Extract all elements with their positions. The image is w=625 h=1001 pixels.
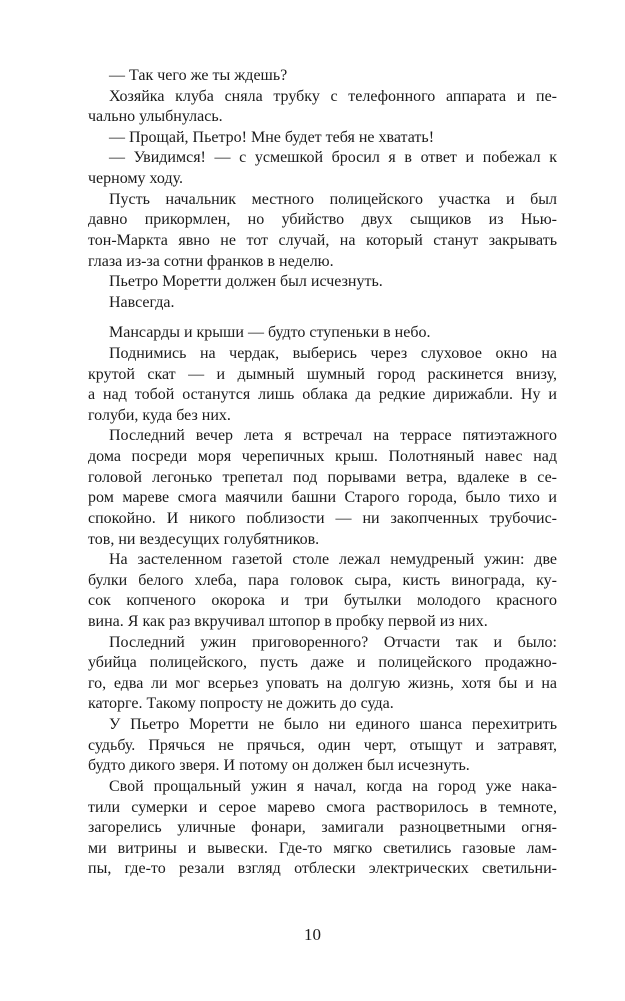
text-line: загорелись уличные фонари, замигали разноцветными огня- [88, 819, 557, 836]
text-line: головой легонько трепетал под порывами ветра, вдалеке в се- [88, 469, 557, 486]
text-line: а над тобой останутся лишь облака да редкие дирижабли. Ну и [88, 386, 557, 403]
text-line: У Пьетро Моретти не было ни единого шанса перехитрить [109, 716, 557, 733]
text-line: булки белого хлеба, пара головок сыра, кисть винограда, ку- [88, 572, 557, 589]
text-line: вина. Я как раз вкручивал штопор в пробку первой из них. [88, 613, 488, 630]
text-line: судьбу. Прячься не прячься, один черт, отыщут и затравят, [88, 737, 557, 754]
text-line: глаза из-за сотни франков в неделю. [88, 253, 334, 270]
text-line: будто дикого зверя. И потому он должен был исчезнуть. [88, 757, 470, 774]
text-line: ми витрины и вывески. Где-то мягко светились газовые лам- [88, 840, 557, 857]
text-line: ром мареве смога маячили башни Старого города, было тихо и [88, 489, 557, 506]
text-line: крутой скат — и дымный шумный город раскинется внизу, [88, 366, 557, 383]
text-line: Поднимись на чердак, выберись через слуховое окно на [109, 345, 557, 362]
text-line: го, едва ли мог всерьез уповать на долгую жизнь, хотя бы и на [88, 675, 557, 692]
text-line: тон-Маркта явно не тот случай, на который станут закрывать [88, 232, 557, 249]
text-line: чально улыбнулась. [88, 108, 223, 125]
text-line: Хозяйка клуба сняла трубку с телефонного аппарата и пе- [109, 88, 557, 105]
text-line: Навсегда. [109, 294, 175, 311]
text-line: каторге. Такому попросту не дожить до суда. [88, 695, 394, 712]
text-line: дома посреди моря черепичных крыш. Полотняный навес над [88, 448, 557, 465]
text-line: спокойно. И никого поблизости — ни закопченных трубочис- [88, 510, 557, 527]
text-line: голуби, куда без них. [88, 407, 231, 424]
text-line: сок копченого окорока и три бутылки молодого красного [88, 592, 557, 609]
text-line: тов, ни вездесущих голубятников. [88, 531, 320, 548]
text-line: На застеленном газетой столе лежал немудреный ужин: две [109, 551, 557, 568]
text-line: убийца полицейского, пусть даже и полицейского продажно- [88, 654, 557, 671]
text-line: Пьетро Моретти должен был исчезнуть. [109, 273, 383, 290]
text-line: черному ходу. [88, 170, 183, 187]
text-line: — Увидимся! — с усмешкой бросил я в ответ и побежал к [109, 149, 557, 166]
page-number: 10 [304, 925, 321, 944]
text-line: пы, где-то резали взгляд отблески электрических светильни- [88, 860, 557, 877]
text-line: давно прикормлен, но убийство двух сыщиков из Нью- [88, 211, 557, 228]
text-line: Последний ужин приговоренного? Отчасти так и было: [109, 634, 557, 651]
text-line: тили сумерки и серое марево смога растворилось в темноте, [88, 799, 557, 816]
text-line: Пусть начальник местного полицейского участка и был [109, 191, 557, 208]
text-line: Свой прощальный ужин я начал, когда на город уже нака- [109, 778, 557, 795]
text-line: Последний вечер лета я встречал на террасе пятиэтажного [109, 427, 557, 444]
text-line: Мансарды и крыши — будто ступеньки в небо. [109, 324, 431, 341]
text-line: — Так чего же ты ждешь? [109, 67, 288, 84]
text-line: — Прощай, Пьетро! Мне будет тебя не хватать! [109, 129, 435, 146]
